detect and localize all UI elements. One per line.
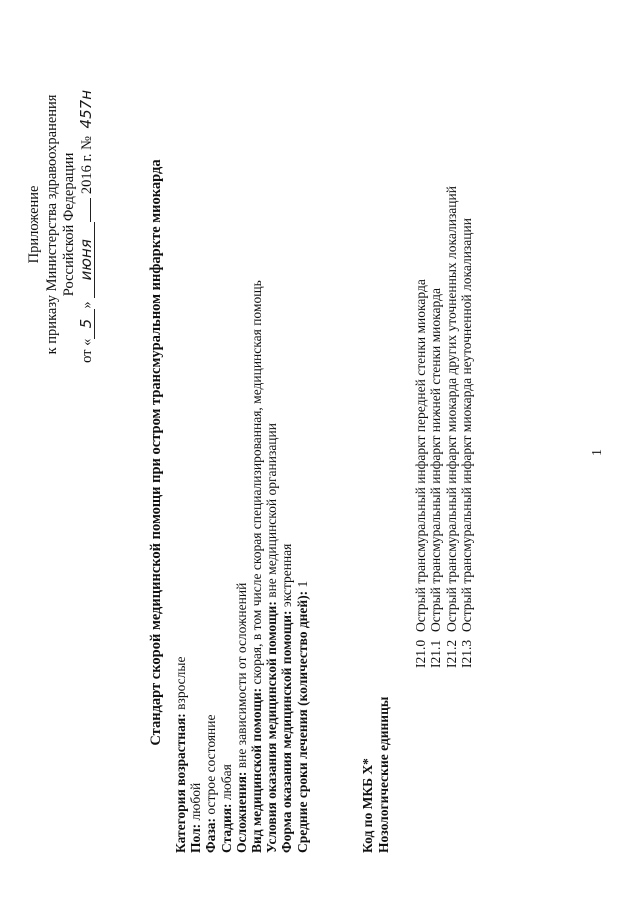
param-key: Фаза: [203, 817, 219, 853]
document-title: Стандарт скорой медицинской помощи при остром трансмуральном инфаркте миокарда [148, 159, 164, 746]
param-row [219, 13, 234, 853]
param-value: скорая, в том числе скорая специализированная, медицинская помощь [249, 280, 265, 688]
icd-codes-list [413, 186, 475, 668]
param-row [234, 13, 249, 853]
param-value: вне зависимости от осложнений [233, 582, 249, 772]
param-row [279, 13, 294, 853]
handwritten-month: июня [79, 222, 95, 298]
param-value: экстренная [279, 543, 295, 611]
appendix-title: Приложение [26, 185, 42, 264]
param-value: острое состояние [203, 714, 219, 818]
param-value: взрослые [173, 656, 188, 714]
param-row [249, 13, 264, 853]
param-key: Форма оказания медицинской помощи: [279, 610, 295, 853]
param-row [264, 13, 279, 853]
date-prefix: от « [78, 338, 95, 363]
icd-description: Острый трансмуральный инфаркт нижней стенки миокарда [428, 288, 444, 632]
param-key: Пол: [188, 823, 204, 853]
nosological-units-label: Нозологические единицы [376, 696, 391, 853]
icd-code: I21.0 [413, 639, 428, 668]
param-key: Осложнения: [233, 771, 249, 853]
year-text: 2016 г. № [78, 136, 95, 195]
appendix-order-line: к приказу Министерства здравоохранения [43, 94, 60, 355]
date-blank-line [90, 198, 91, 222]
appendix-block [26, 86, 96, 363]
appendix-federation-line: Российской Федерации [61, 152, 77, 297]
list-item [428, 186, 443, 668]
param-value: вне медицинской организации [264, 423, 280, 602]
param-row [173, 13, 188, 853]
handwritten-day: 5 [79, 309, 95, 339]
param-key: Вид медицинской помощи: [249, 687, 265, 853]
param-value: 1 [294, 580, 310, 591]
icd-description: Острый трансмуральный инфаркт передней стенки миокарда [413, 279, 428, 632]
icd-code: I21.2 [443, 639, 459, 668]
param-key: Условия оказания медицинской помощи: [264, 601, 280, 853]
param-key: Категория возрастная: [173, 713, 188, 853]
icd-code-label: Код по МКБ Х* [360, 758, 375, 853]
icd-description: Острый трансмуральный инфаркт миокарда других уточненных локализаций [443, 186, 459, 632]
list-item [413, 186, 428, 668]
list-item [459, 186, 474, 668]
param-row [295, 13, 310, 853]
icd-description: Острый трансмуральный инфаркт миокарда неуточненной локализации [459, 218, 475, 632]
param-value: любой [188, 782, 204, 824]
standard-parameters [173, 13, 310, 853]
icd-code: I21.3 [459, 639, 475, 668]
icd-code: I21.1 [428, 639, 444, 668]
date-mid: » [78, 301, 95, 309]
appendix-date-line [76, 86, 97, 363]
list-item [444, 186, 459, 668]
param-key: Стадия: [218, 803, 234, 853]
param-row [203, 13, 218, 853]
handwritten-order-number: 457н [76, 90, 95, 129]
icd-codes-header [360, 697, 392, 853]
param-row [188, 13, 203, 853]
param-value: любая [218, 764, 234, 804]
param-key: Средние сроки лечения (количество дней): [294, 590, 310, 853]
page-number: 1 [590, 449, 605, 456]
